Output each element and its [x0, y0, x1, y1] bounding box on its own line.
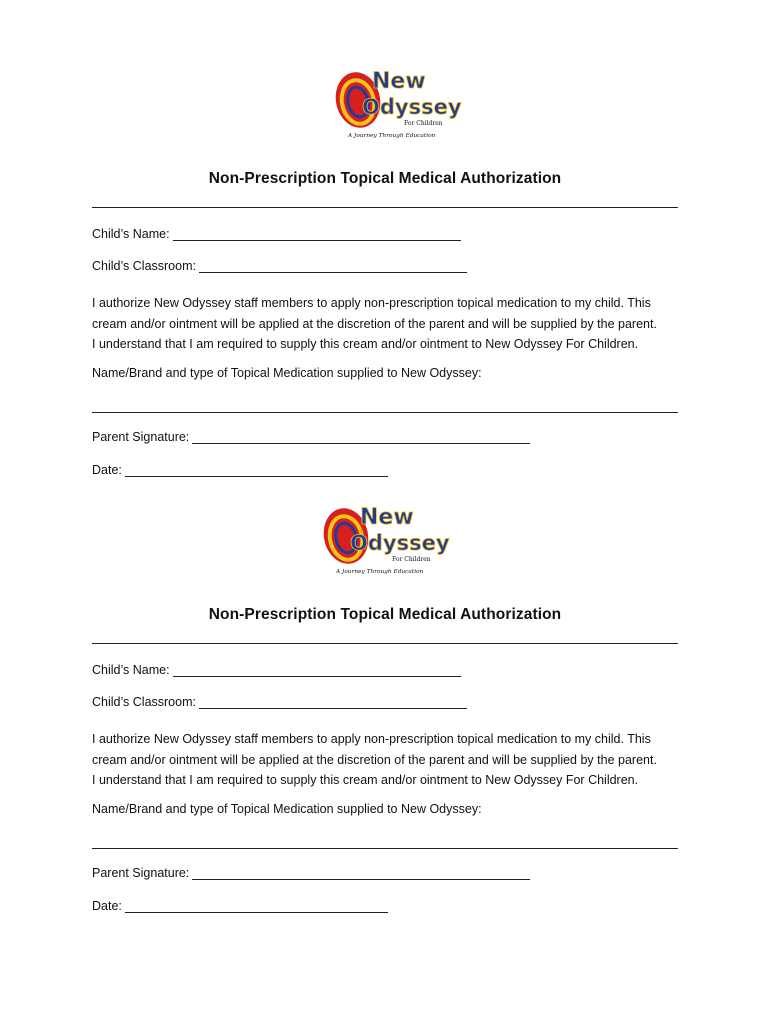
- parent-signature-blank[interactable]: [192, 867, 530, 880]
- title-divider: [92, 643, 678, 644]
- logo-tagline: A Journey Through Education: [336, 569, 424, 575]
- date-label: Date:: [92, 899, 122, 913]
- logo-brand-line1: New: [360, 505, 414, 530]
- authorization-form-1: [0, 64, 770, 484]
- paragraph-line: cream and/or ointment will be applied at the discretion of the parent and will be supplied by the parent.: [92, 752, 657, 767]
- date-blank[interactable]: [125, 900, 388, 913]
- paragraph-line: I authorize New Odyssey staff members to apply non-prescription topical medication to my child. This: [92, 296, 651, 310]
- date-field: [92, 463, 388, 477]
- child-name-label: Child’s Name:: [92, 663, 170, 677]
- authorization-paragraph: [92, 729, 692, 791]
- child-name-field: [92, 227, 461, 241]
- logo-graphic: [328, 64, 462, 144]
- child-classroom-field: [92, 695, 467, 709]
- child-classroom-label: Child’s Classroom:: [92, 695, 196, 709]
- authorization-form-2: [0, 500, 770, 920]
- paragraph-line: I understand that I am required to supply this cream and/or ointment to New Odyssey For Children.: [92, 773, 639, 787]
- date-blank[interactable]: [125, 464, 388, 477]
- parent-signature-field: [92, 866, 530, 880]
- date-label: Date:: [92, 463, 122, 477]
- paragraph-line: I authorize New Odyssey staff members to apply non-prescription topical medication to my child. This: [92, 732, 651, 746]
- logo-brand-line2: Odyssey: [362, 95, 462, 119]
- authorization-paragraph: [92, 293, 692, 355]
- form-title: Non-Prescription Topical Medical Authorization: [208, 170, 562, 187]
- medication-blank[interactable]: [92, 412, 678, 413]
- child-classroom-blank[interactable]: [199, 260, 467, 273]
- medication-blank[interactable]: [92, 848, 678, 849]
- form-title: Non-Prescription Topical Medical Authorization: [208, 606, 562, 623]
- title-divider: [92, 207, 678, 208]
- paragraph-line: I understand that I am required to supply this cream and/or ointment to New Odyssey For Children.: [92, 337, 639, 351]
- child-name-label: Child’s Name:: [92, 227, 170, 241]
- logo-brand-line2: Odyssey: [350, 531, 450, 555]
- new-odyssey-logo: [316, 500, 450, 580]
- child-classroom-field: [92, 259, 467, 273]
- medication-label: Name/Brand and type of Topical Medication supplied to New Odyssey:: [92, 802, 482, 816]
- logo-tagline: A Journey Through Education: [348, 133, 436, 139]
- new-odyssey-logo: [328, 64, 462, 144]
- paragraph-line: cream and/or ointment will be applied at the discretion of the parent and will be supplied by the parent.: [92, 316, 657, 331]
- logo-graphic: [316, 500, 450, 580]
- child-name-blank[interactable]: [173, 228, 461, 241]
- child-name-blank[interactable]: [173, 664, 461, 677]
- medication-label: Name/Brand and type of Topical Medication supplied to New Odyssey:: [92, 366, 482, 380]
- parent-signature-field: [92, 430, 530, 444]
- logo-brand-line1: New: [372, 69, 426, 94]
- date-field: [92, 899, 388, 913]
- logo-sub: For Children: [392, 556, 431, 563]
- parent-signature-label: Parent Signature:: [92, 430, 190, 444]
- child-classroom-blank[interactable]: [199, 696, 467, 709]
- parent-signature-label: Parent Signature:: [92, 866, 190, 880]
- logo-sub: For Children: [404, 120, 443, 127]
- child-name-field: [92, 663, 461, 677]
- child-classroom-label: Child’s Classroom:: [92, 259, 196, 273]
- parent-signature-blank[interactable]: [192, 431, 530, 444]
